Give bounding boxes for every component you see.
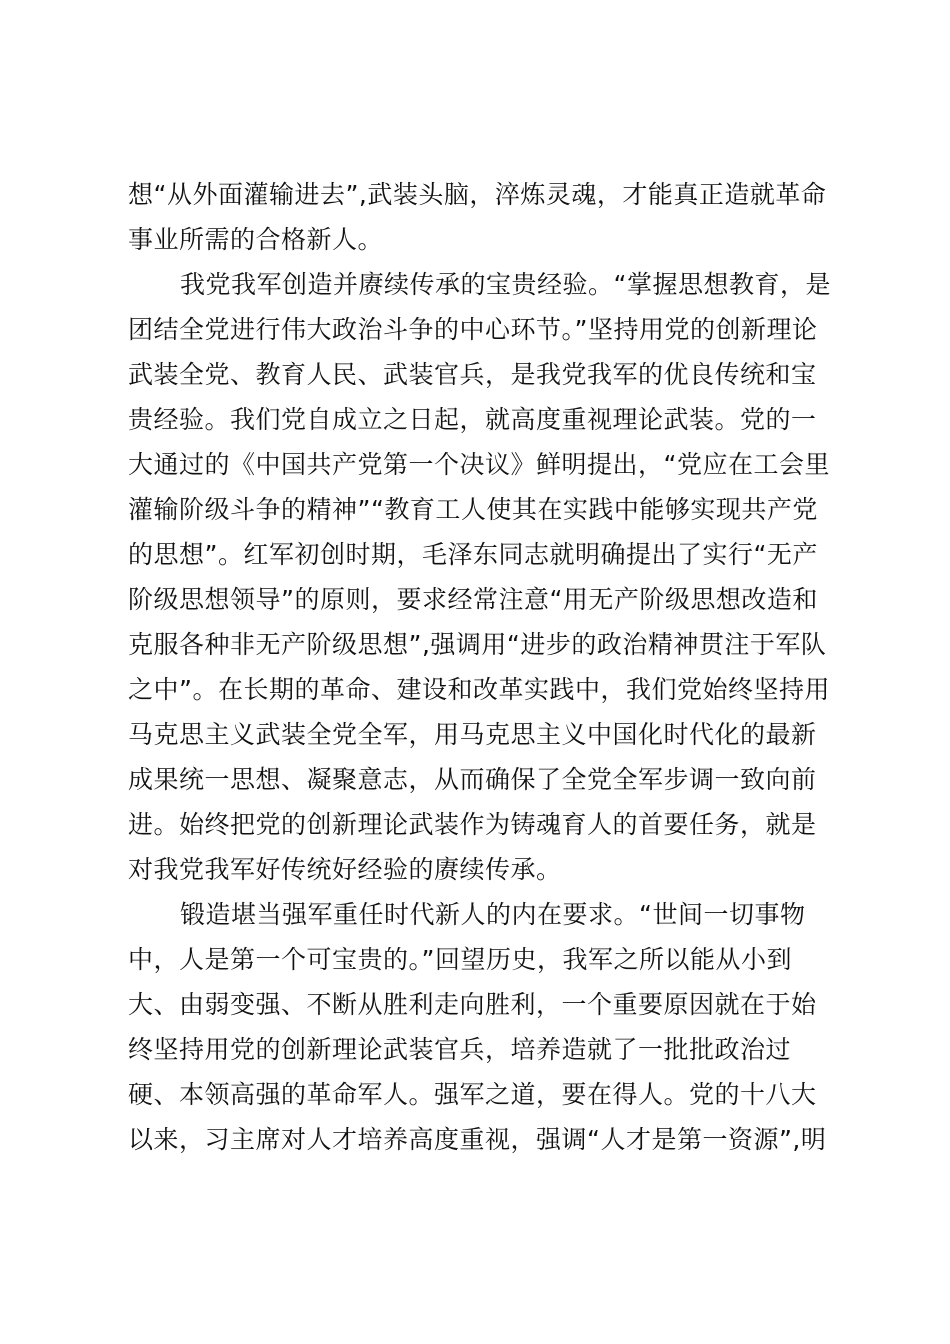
text-line: 硬、本领高强的革命军人。强军之道，要在得人。党的十八大 (128, 1080, 817, 1109)
text-line: 我党我军创造并赓续传承的宝贵经验。“掌握思想教育，是 (180, 270, 831, 299)
text-line: 团结全党进行伟大政治斗争的中心环节。”坚持用党的创新理论 (128, 315, 818, 344)
text-line: 事业所需的合格新人。 (128, 225, 384, 254)
text-line: 大、由弱变强、不断从胜利走向胜利，一个重要原因就在于始 (128, 990, 817, 1019)
body-text (128, 172, 838, 1162)
text-line: 灌输阶级斗争的精神”“教育工人使其在实践中能够实现共产党 (128, 495, 818, 524)
text-line: 想“从外面灌输进去”,武装头脑，淬炼灵魂，才能真正造就革命 (128, 180, 827, 209)
text-line: 的思想”。红军初创时期，毛泽东同志就明确提出了实行“无产 (128, 540, 818, 569)
text-line: 锻造堪当强军重任时代新人的内在要求。“世间一切事物 (180, 900, 806, 929)
text-line: 贵经验。我们党自成立之日起，就高度重视理论武装。党的一 (128, 405, 817, 434)
text-line: 以来，习主席对人才培养高度重视，强调“人才是第一资源”,明 (128, 1125, 827, 1154)
paragraph (128, 172, 838, 262)
text-line: 克服各种非无产阶级思想”,强调用“进步的政治精神贯注于军队 (128, 630, 827, 659)
text-line: 成果统一思想、凝聚意志，从而确保了全党全军步调一致向前 (128, 765, 817, 794)
text-line: 终坚持用党的创新理论武装官兵，培养造就了一批批政治过 (128, 1035, 792, 1064)
text-line: 大通过的《中国共产党第一个决议》鲜明提出，“党应在工会里 (128, 450, 830, 479)
text-line: 对我党我军好传统好经验的赓续传承。 (128, 855, 562, 884)
text-line: 阶级思想领导”的原则，要求经常注意“用无产阶级思想改造和 (128, 585, 818, 614)
text-line: 马克思主义武装全党全军，用马克思主义中国化时代化的最新 (128, 720, 817, 749)
text-line: 中，人是第一个可宝贵的。”回望历史，我军之所以能从小到 (128, 945, 792, 974)
text-line: 武装全党、教育人民、武装官兵，是我党我军的优良传统和宝 (128, 360, 817, 389)
paragraph (128, 892, 838, 1162)
text-line: 之中”。在长期的革命、建设和改革实践中，我们党始终坚持用 (128, 675, 830, 704)
text-line: 进。始终把党的创新理论武装作为铸魂育人的首要任务，就是 (128, 810, 817, 839)
paragraph (128, 262, 838, 892)
